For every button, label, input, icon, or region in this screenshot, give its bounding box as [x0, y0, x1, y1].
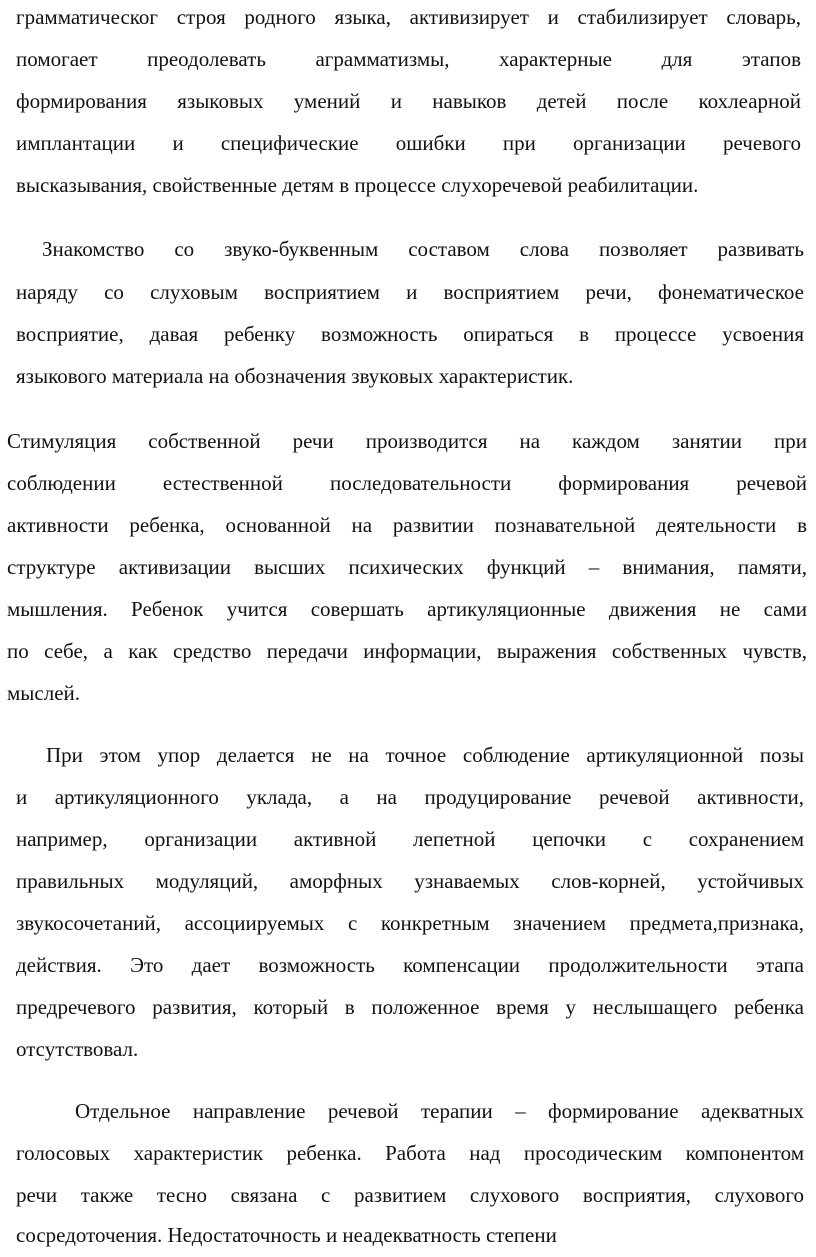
text-line: голосовых характеристик ребенка. Работа над просодическим компонентом [16, 1141, 804, 1165]
text-line: активности ребенка, основанной на развитии познавательной деятельности в [7, 513, 807, 537]
text-line: и артикуляционного уклада, а на продуцирование речевой активности, [16, 785, 804, 809]
text-line: звукосочетаний, ассоциируемых с конкретным значением предмета,признака, [16, 911, 804, 935]
text-line: языкового материала на обозначения звуковых характеристик. [16, 364, 574, 388]
text-line: сосредоточения. Недостаточность и неадекватность степени [16, 1223, 557, 1247]
text-line: предречевого развития, который в положенное время у неслышащего ребенка [16, 995, 804, 1019]
text-line: например, организации активной лепетной цепочки с сохранением [16, 827, 804, 851]
text-line: по себе, а как средство передачи информации, выражения собственных чувств, [7, 639, 807, 663]
text-line: помогает преодолевать аграмматизмы, характерные для этапов [16, 47, 801, 71]
text-line: наряду со слуховым восприятием и восприятием речи, фонематическое [16, 280, 804, 304]
text-line: мыслей. [7, 681, 81, 705]
text-line: действия. Это дает возможность компенсации продолжительности этапа [16, 953, 804, 977]
text-line: При этом упор делается не на точное соблюдение артикуляционной позы [46, 743, 804, 767]
text-line: высказывания, свойственные детям в процессе слухоречевой реабилитации. [16, 173, 699, 197]
text-line: Отдельное направление речевой терапии – формирование адекватных [75, 1099, 804, 1123]
text-line: соблюдении естественной последовательности формирования речевой [7, 471, 807, 495]
text-line: имплантации и специфические ошибки при организации речевого [16, 131, 801, 155]
text-line: отсутствовал. [16, 1037, 139, 1061]
text-line: речи также тесно связана с развитием слухового восприятия, слухового [16, 1183, 804, 1207]
text-line: правильных модуляций, аморфных узнаваемых слов-корней, устойчивых [16, 869, 804, 893]
text-line: структуре активизации высших психических функций – внимания, памяти, [7, 555, 807, 579]
text-line: грамматическог строя родного языка, активизирует и стабилизирует словарь, [16, 5, 801, 29]
text-line: мышления. Ребенок учится совершать артикуляционные движения не сами [7, 597, 807, 621]
text-line: формирования языковых умений и навыков детей после кохлеарной [16, 89, 801, 113]
text-line: Стимуляция собственной речи производится на каждом занятии при [7, 429, 807, 453]
text-line: восприятие, давая ребенку возможность опираться в процессе усвоения [16, 322, 804, 346]
text-line: Знакомство со звуко-буквенным составом слова позволяет развивать [42, 237, 804, 261]
